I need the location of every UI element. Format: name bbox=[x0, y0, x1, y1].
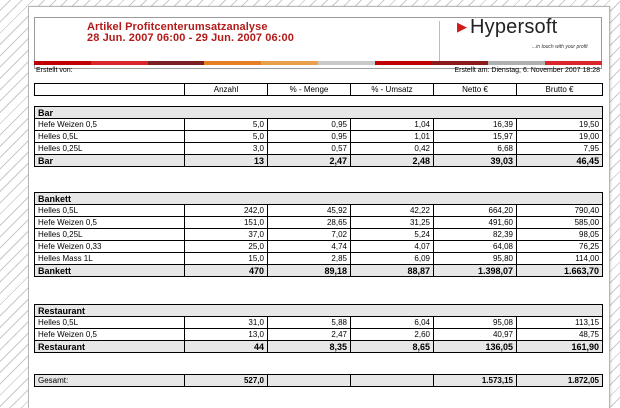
value-cell: 89,18 bbox=[268, 265, 351, 277]
value-cell: 7,02 bbox=[268, 229, 351, 241]
value-cell: 6,09 bbox=[351, 253, 434, 265]
value-cell: 2,47 bbox=[268, 155, 351, 167]
value-cell: 5,24 bbox=[351, 229, 434, 241]
color-stripe bbox=[148, 61, 205, 65]
value-cell: 527,0 bbox=[185, 375, 268, 387]
value-cell: 37,0 bbox=[185, 229, 268, 241]
value-cell: 95,08 bbox=[434, 317, 517, 329]
value-cell: 136,05 bbox=[434, 341, 517, 353]
value-cell: 1.573,15 bbox=[434, 375, 517, 387]
group-name: Bankett bbox=[35, 193, 603, 205]
value-cell: 1,04 bbox=[351, 119, 434, 131]
row-label-cell: Helles 0,5L bbox=[35, 205, 185, 217]
row-label-cell bbox=[35, 84, 185, 96]
value-cell: 491,60 bbox=[434, 217, 517, 229]
color-stripe bbox=[204, 61, 261, 65]
value-cell bbox=[351, 375, 434, 387]
value-cell: % - Umsatz bbox=[351, 84, 434, 96]
row-label-cell: Restaurant bbox=[35, 341, 185, 353]
value-cell: 8,35 bbox=[268, 341, 351, 353]
value-cell: 40,97 bbox=[434, 329, 517, 341]
value-cell: 151,0 bbox=[185, 217, 268, 229]
report-page bbox=[28, 6, 610, 408]
row-label-cell: Hefe Weizen 0,5 bbox=[35, 329, 185, 341]
color-stripe bbox=[545, 61, 602, 65]
color-stripe bbox=[488, 61, 545, 65]
color-stripe bbox=[91, 61, 148, 65]
value-cell: 470 bbox=[185, 265, 268, 277]
grand-total-row bbox=[35, 375, 603, 387]
value-cell: 1,01 bbox=[351, 131, 434, 143]
value-cell: 7,95 bbox=[517, 143, 603, 155]
color-stripe bbox=[432, 61, 489, 65]
value-cell: 42,22 bbox=[351, 205, 434, 217]
created-by: Erstellt von: bbox=[36, 67, 73, 74]
hypersoft-logo bbox=[457, 16, 557, 39]
value-cell bbox=[268, 375, 351, 387]
value-cell: 19,00 bbox=[517, 131, 603, 143]
value-cell: 19,50 bbox=[517, 119, 603, 131]
color-stripe bbox=[34, 61, 91, 65]
table-row bbox=[35, 205, 603, 217]
group-table-bar bbox=[34, 106, 603, 167]
table-row bbox=[35, 329, 603, 341]
value-cell: 98,05 bbox=[517, 229, 603, 241]
color-stripe bbox=[261, 61, 318, 65]
value-cell: Netto € bbox=[434, 84, 517, 96]
value-cell: 15,97 bbox=[434, 131, 517, 143]
report-date-range: 28 Jun. 2007 06:00 - 29 Jun. 2007 06:00 bbox=[87, 32, 294, 44]
value-cell: 6,04 bbox=[351, 317, 434, 329]
row-label-cell: Helles 0,25L bbox=[35, 143, 185, 155]
color-stripe bbox=[375, 61, 432, 65]
value-cell: 1.398,07 bbox=[434, 265, 517, 277]
value-cell: 4,07 bbox=[351, 241, 434, 253]
table-row bbox=[35, 119, 603, 131]
value-cell: % - Menge bbox=[268, 84, 351, 96]
header-divider bbox=[439, 21, 440, 61]
column-header-table bbox=[34, 83, 603, 96]
group-subtotal-row bbox=[35, 265, 603, 277]
value-cell: 15,0 bbox=[185, 253, 268, 265]
value-cell: 790,40 bbox=[517, 205, 603, 217]
value-cell: 113,15 bbox=[517, 317, 603, 329]
value-cell: 242,0 bbox=[185, 205, 268, 217]
value-cell: 95,80 bbox=[434, 253, 517, 265]
value-cell: 64,08 bbox=[434, 241, 517, 253]
column-header-row bbox=[35, 84, 603, 96]
group-header-row bbox=[35, 107, 603, 119]
group-table-restaurant bbox=[34, 304, 603, 353]
value-cell: 664,20 bbox=[434, 205, 517, 217]
group-name: Restaurant bbox=[35, 305, 603, 317]
value-cell: 1.663,70 bbox=[517, 265, 603, 277]
logo-wordmark: Hypersoft bbox=[470, 16, 558, 38]
table-row bbox=[35, 217, 603, 229]
group-table-bankett bbox=[34, 192, 603, 277]
value-cell: 76,25 bbox=[517, 241, 603, 253]
value-cell: 2,60 bbox=[351, 329, 434, 341]
value-cell: 31,0 bbox=[185, 317, 268, 329]
table-row bbox=[35, 229, 603, 241]
row-label-cell: Helles Mass 1L bbox=[35, 253, 185, 265]
report-title: Artikel Profitcenterumsatzanalyse bbox=[87, 21, 268, 33]
value-cell: 1.872,05 bbox=[517, 375, 603, 387]
table-row bbox=[35, 253, 603, 265]
table-row bbox=[35, 317, 603, 329]
value-cell: 0,95 bbox=[268, 131, 351, 143]
value-cell: 82,39 bbox=[434, 229, 517, 241]
value-cell: 16,39 bbox=[434, 119, 517, 131]
row-label-cell: Gesamt: bbox=[35, 375, 185, 387]
value-cell: 0,57 bbox=[268, 143, 351, 155]
value-cell: 8,65 bbox=[351, 341, 434, 353]
table-row bbox=[35, 241, 603, 253]
value-cell: 5,88 bbox=[268, 317, 351, 329]
color-stripe bbox=[318, 61, 375, 65]
row-label-cell: Hefe Weizen 0,33 bbox=[35, 241, 185, 253]
value-cell: 13 bbox=[185, 155, 268, 167]
table-row bbox=[35, 131, 603, 143]
value-cell: 5,0 bbox=[185, 131, 268, 143]
value-cell: 31,25 bbox=[351, 217, 434, 229]
group-header-row bbox=[35, 305, 603, 317]
value-cell: 28,65 bbox=[268, 217, 351, 229]
table-row bbox=[35, 143, 603, 155]
group-subtotal-row bbox=[35, 155, 603, 167]
value-cell: 0,95 bbox=[268, 119, 351, 131]
value-cell: 3,0 bbox=[185, 143, 268, 155]
created-at: Erstellt am: Dienstag, 6. November 2007 18:28 bbox=[454, 67, 600, 74]
row-label-cell: Hefe Weizen 0,5 bbox=[35, 119, 185, 131]
value-cell: 161,90 bbox=[517, 341, 603, 353]
value-cell: 46,45 bbox=[517, 155, 603, 167]
value-cell: 13,0 bbox=[185, 329, 268, 341]
value-cell: 45,92 bbox=[268, 205, 351, 217]
value-cell: 5,0 bbox=[185, 119, 268, 131]
value-cell: 48,75 bbox=[517, 329, 603, 341]
row-label-cell: Helles 0,5L bbox=[35, 131, 185, 143]
row-label-cell: Helles 0,5L bbox=[35, 317, 185, 329]
logo-arrow-icon: ▶ bbox=[457, 19, 467, 34]
logo-tagline: ...in touch with your profit bbox=[532, 44, 588, 50]
value-cell: 585,00 bbox=[517, 217, 603, 229]
row-label-cell: Hefe Weizen 0,5 bbox=[35, 217, 185, 229]
value-cell: 0,42 bbox=[351, 143, 434, 155]
value-cell: 114,00 bbox=[517, 253, 603, 265]
value-cell: 39,03 bbox=[434, 155, 517, 167]
value-cell: 2,48 bbox=[351, 155, 434, 167]
grand-total-table bbox=[34, 374, 603, 387]
value-cell: 2,85 bbox=[268, 253, 351, 265]
value-cell: 2,47 bbox=[268, 329, 351, 341]
value-cell: 4,74 bbox=[268, 241, 351, 253]
group-name: Bar bbox=[35, 107, 603, 119]
row-label-cell: Bar bbox=[35, 155, 185, 167]
value-cell: 44 bbox=[185, 341, 268, 353]
value-cell: 6,68 bbox=[434, 143, 517, 155]
value-cell: 25,0 bbox=[185, 241, 268, 253]
row-label-cell: Helles 0,25L bbox=[35, 229, 185, 241]
value-cell: Anzahl bbox=[185, 84, 268, 96]
header-color-stripes bbox=[34, 61, 602, 65]
value-cell: 88,87 bbox=[351, 265, 434, 277]
value-cell: Brutto € bbox=[517, 84, 603, 96]
row-label-cell: Bankett bbox=[35, 265, 185, 277]
group-header-row bbox=[35, 193, 603, 205]
group-subtotal-row bbox=[35, 341, 603, 353]
